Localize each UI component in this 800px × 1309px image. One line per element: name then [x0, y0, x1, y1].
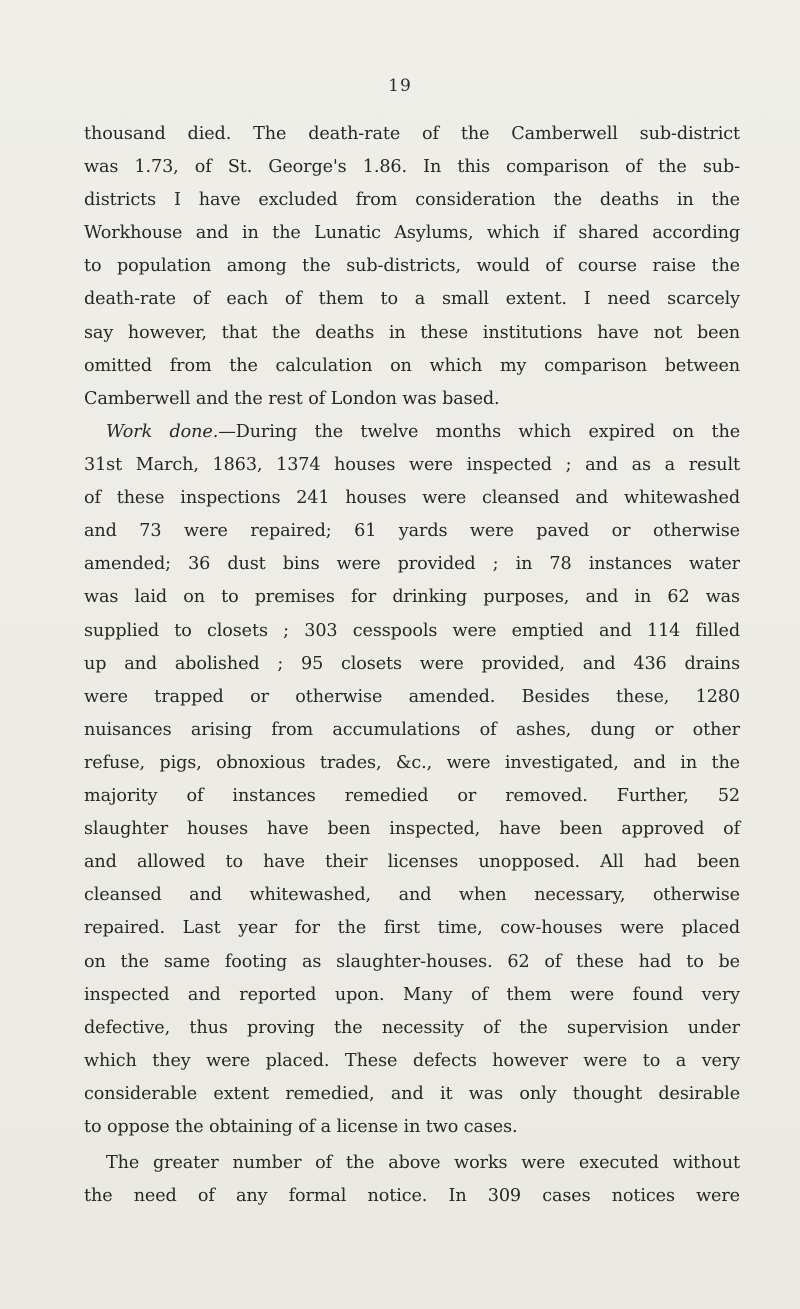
text-line: up and abolished ; 95 closets were provided, and 436 drains: [84, 653, 740, 674]
text-line: districts I have excluded from consideration the deaths in the: [84, 190, 740, 211]
page-number: 19: [388, 76, 412, 96]
text-line: to population among the sub-districts, would of course raise the: [84, 256, 740, 277]
text-line: refuse, pigs, obnoxious trades, &c., were investigated, and in the: [84, 752, 740, 773]
paragraph-3: [84, 1147, 740, 1213]
text-line: which they were placed. These defects however were to a very: [84, 1050, 740, 1071]
text-line: defective, thus proving the necessity of the supervision under: [84, 1017, 740, 1038]
text-line-first: [84, 416, 740, 449]
text-line: omitted from the calculation on which my comparison between: [84, 355, 740, 376]
text-line: nuisances arising from accumulations of ashes, dung or other: [84, 719, 740, 740]
text-line: Camberwell and the rest of London was based.: [84, 388, 500, 409]
text-line: and allowed to have their licenses unopposed. All had been: [84, 852, 740, 873]
text-line: repaired. Last year for the first time, cow-houses were placed: [84, 918, 740, 939]
text-line: amended; 36 dust bins were provided ; in 78 instances water: [84, 554, 740, 575]
text-line: majority of instances remedied or removed. Further, 52: [84, 786, 740, 807]
text-line: cleansed and whitewashed, and when necessary, otherwise: [84, 885, 740, 906]
section-heading: Work done.: [106, 422, 219, 442]
text-line: supplied to closets ; 303 cesspools were emptied and 114 filled: [84, 620, 740, 641]
text-line: and 73 were repaired; 61 yards were paved or otherwise: [84, 521, 740, 542]
text-line: say however, that the deaths in these institutions have not been: [84, 322, 740, 343]
text-line: The greater number of the above works were executed without: [106, 1153, 740, 1173]
text-line: death-rate of each of them to a small extent. I need scarcely: [84, 289, 740, 310]
text-line: was laid on to premises for drinking purposes, and in 62 was: [84, 587, 740, 608]
text-line: 31st March, 1863, 1374 houses were inspected ; and as a result: [84, 455, 740, 476]
text-line: on the same footing as slaughter-houses. 62 of these had to be: [84, 951, 740, 972]
text-line-rest: —During the twelve months which expired on the: [218, 422, 741, 442]
text-line: Workhouse and in the Lunatic Asylums, which if shared according: [84, 223, 740, 244]
text-line: inspected and reported upon. Many of them were found very: [84, 984, 740, 1005]
paragraph-2: [84, 416, 740, 1144]
text-line: thousand died. The death-rate of the Camberwell sub-district: [84, 124, 740, 144]
text-line: were trapped or otherwise amended. Besides these, 1280: [84, 686, 740, 707]
text-line: of these inspections 241 houses were cleansed and whitewashed: [84, 488, 740, 509]
text-line: considerable extent remedied, and it was only thought desirable: [84, 1083, 740, 1104]
text-line: was 1.73, of St. George's 1.86. In this comparison of the sub-: [84, 157, 740, 178]
paragraph-1: [84, 118, 740, 416]
text-line: to oppose the obtaining of a license in two cases.: [84, 1116, 518, 1137]
text-line: the need of any formal notice. In 309 cases notices were: [84, 1186, 740, 1207]
text-line: slaughter houses have been inspected, have been approved of: [84, 819, 740, 840]
